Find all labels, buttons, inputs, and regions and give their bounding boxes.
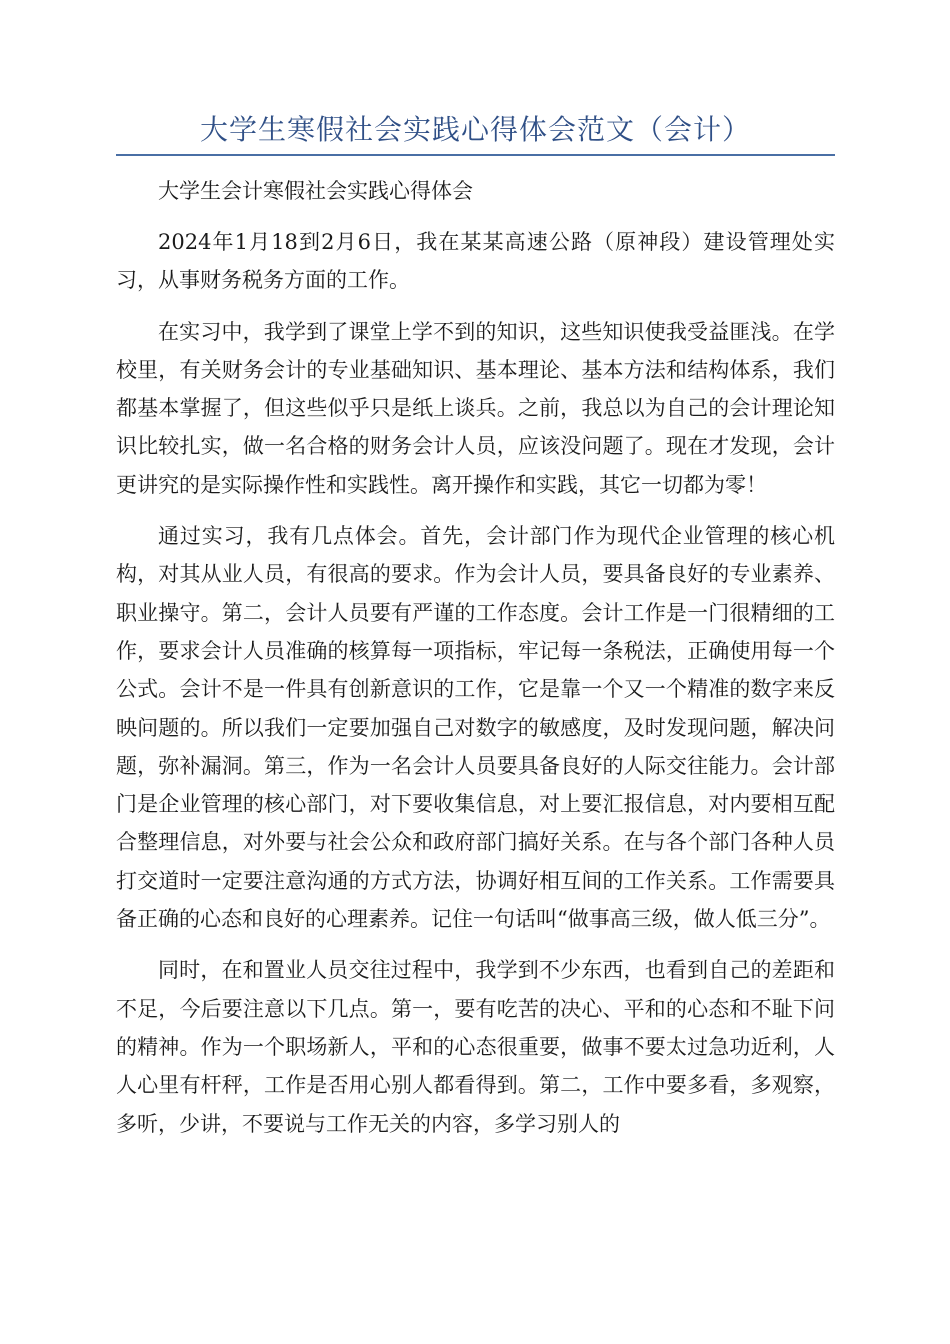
paragraph-4: 同时，在和置业人员交往过程中，我学到不少东西，也看到自己的差距和不足，今后要注意以下几点。第一，要有吃苦的决心、平和的心态和不耻下问的精神。作为一个职场新人，平和的心态很重要，做事不要太过急功近利，人人心里有杆秤，工作是否用心别人都看得到。第二，工作中要多看，多观察，多听，少讲，不要说与工作无关的内容，多学习别人的 — [116, 958, 835, 1136]
document-title: 大学生寒假社会实践心得体会范文（会计） — [199, 113, 751, 146]
paragraph-1: 2024年1月18到2月6日，我在某某高速公路（原神段）建设管理处实习，从事财务税务方面的工作。 — [116, 230, 835, 293]
title-block — [116, 110, 835, 156]
document-subtitle: 大学生会计寒假社会实践心得体会 — [158, 179, 473, 203]
document-body — [116, 172, 835, 1156]
paragraph-2: 在实习中，我学到了课堂上学不到的知识，这些知识使我受益匪浅。在学校里，有关财务会计的专业基础知识、基本理论、基本方法和结构体系，我们都基本掌握了，但这些似乎只是纸上谈兵。之前，我总以为自己的会计理论知识比较扎实，做一名合格的财务会计人员，应该没问题了。现在才发现，会计更讲究的是实际操作性和实践性。离开操作和实践，其它一切都为零！ — [116, 319, 835, 497]
paragraph-3: 通过实习，我有几点体会。首先，会计部门作为现代企业管理的核心机构，对其从业人员，有很高的要求。作为会计人员，要具备良好的专业素养、职业操守。第二，会计人员要有严谨的工作态度。会计工作是一门很精细的工作，要求会计人员准确的核算每一项指标，牢记每一条税法，正确使用每一个公式。会计不是一件具有创新意识的工作，它是靠一个又一个精准的数字来反映问题的。所以我们一定要加强自己对数字的敏感度，及时发现问题，解决问题，弥补漏洞。第三，作为一名会计人员要具备良好的人际交往能力。会计部门是企业管理的核心部门，对下要收集信息，对上要汇报信息，对内要相互配合整理信息，对外要与社会公众和政府部门搞好关系。在与各个部门各种人员打交道时一定要注意沟通的方式方法，协调好相互间的工作关系。工作需要具备正确的心态和良好的心理素养。记住一句话叫“做事高三级，做人低三分”。 — [116, 524, 835, 932]
